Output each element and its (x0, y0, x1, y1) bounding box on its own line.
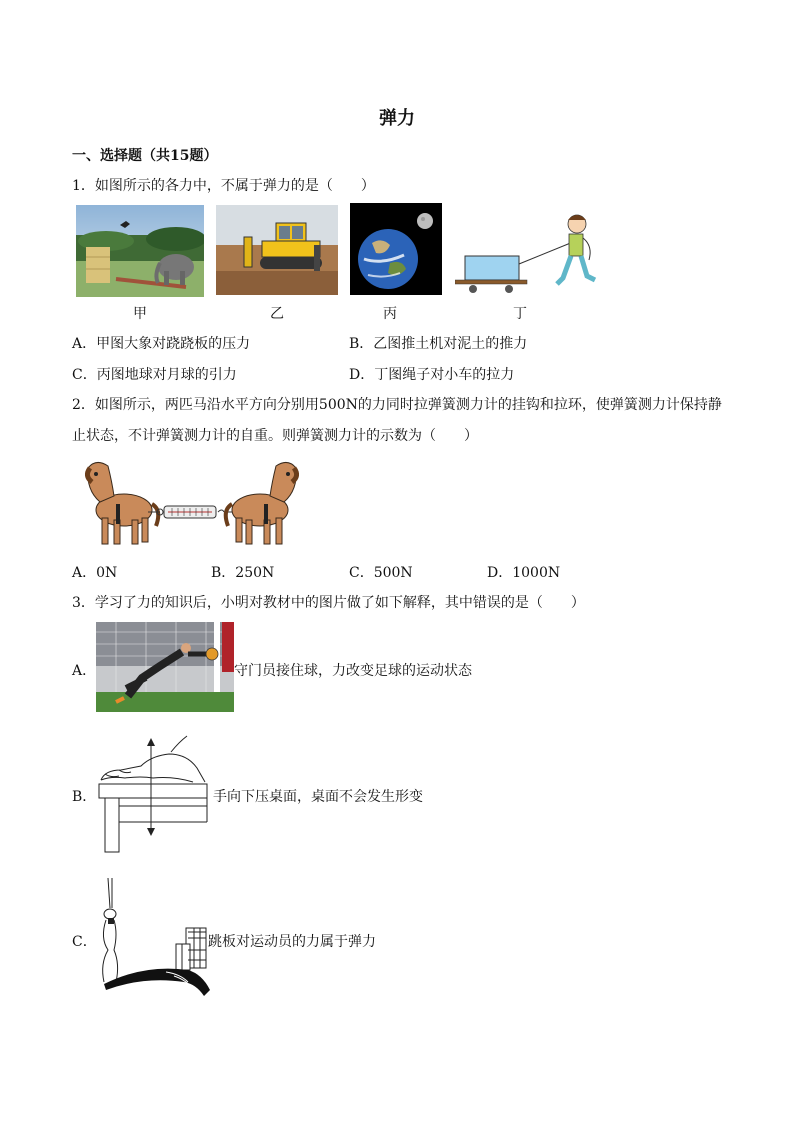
q3-option-b-label[interactable]: B． (72, 789, 97, 805)
bulldozer-image (216, 205, 338, 295)
q2-option-c[interactable]: C．500N (349, 565, 413, 581)
q2-option-d[interactable]: D．1000N (487, 565, 561, 581)
q3-option-a-text: 守门员接住球，力改变足球的运动状态 (234, 663, 472, 679)
diving-board-image (96, 876, 212, 1000)
elephant-seesaw-image (76, 205, 204, 297)
earth-moon-image (350, 203, 442, 295)
q1-option-b[interactable]: B．乙图推土机对泥土的推力 (349, 336, 528, 352)
q3-option-b-text: 手向下压桌面，桌面不会发生形变 (213, 789, 423, 805)
question-2-stem-line1: 2．如图所示，两匹马沿水平方向分别用500N的力同时拉弹簧测力计的挂钩和拉环，使弹簧测力计保持静 (72, 397, 722, 413)
q3-option-c-text: 跳板对运动员的力属于弹力 (208, 934, 376, 950)
q2-option-b[interactable]: B．250N (211, 565, 275, 581)
horses-spring-scale-image (72, 452, 312, 550)
question-2-stem-line2: 止状态，不计弹簧测力计的自重。则弹簧测力计的示数为（ ） (72, 428, 478, 444)
question-1-stem: 1．如图所示的各力中，不属于弹力的是（ ） (72, 178, 375, 194)
caption-bing: 丙 (383, 306, 397, 322)
hand-press-table-image (97, 730, 211, 854)
caption-jia: 甲 (133, 306, 147, 322)
cart-pulling-image (455, 208, 615, 300)
q3-option-c-label[interactable]: C． (72, 934, 97, 950)
q1-option-d[interactable]: D．丁图绳子对小车的拉力 (349, 367, 515, 383)
q1-option-a[interactable]: A．甲图大象对跷跷板的压力 (72, 336, 251, 352)
goalkeeper-image (96, 622, 234, 712)
q3-option-a-label[interactable]: A． (72, 663, 97, 679)
section-heading: 一、选择题（共15题） (72, 148, 218, 164)
question-3-stem: 3．学习了力的知识后，小明对教材中的图片做了如下解释，其中错误的是（ ） (72, 595, 585, 611)
q1-option-c[interactable]: C．丙图地球对月球的引力 (72, 367, 237, 383)
caption-ding: 丁 (513, 306, 527, 322)
page-title: 弹力 (379, 108, 415, 129)
caption-yi: 乙 (270, 306, 284, 322)
q2-option-a[interactable]: A．0N (72, 565, 118, 581)
